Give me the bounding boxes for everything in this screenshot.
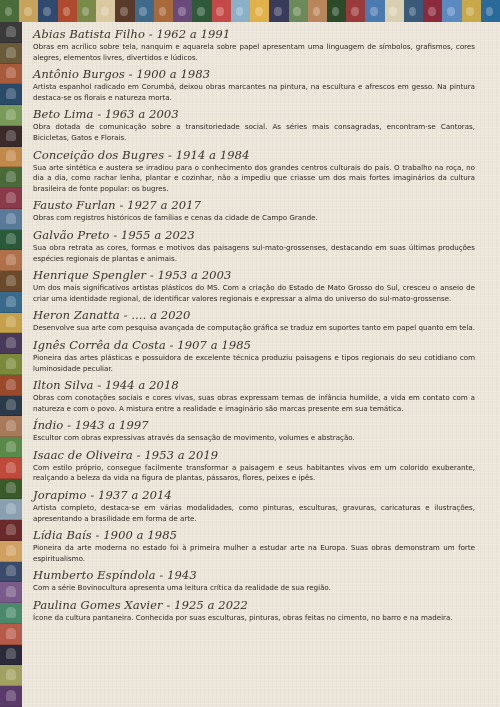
artist-description: Pioneira da arte moderna no estado foi à primeira mulher a estudar arte na Europa. Suas obras demonstram um forte espiritualismo.: [33, 543, 475, 563]
artist-entry: [33, 308, 475, 334]
artwork-thumbnail: [365, 0, 384, 22]
artist-entry: [33, 528, 475, 564]
artwork-thumbnail: [481, 0, 500, 22]
artist-entry: [33, 338, 475, 374]
artwork-thumbnail: [231, 0, 250, 22]
artwork-thumbnail: [0, 188, 22, 209]
artist-entry: [33, 418, 475, 444]
artwork-thumbnail: [0, 665, 22, 686]
artwork-thumbnail: [0, 230, 22, 251]
artwork-thumbnail: [0, 458, 22, 479]
artwork-thumbnail: [462, 0, 481, 22]
artist-entry: [33, 378, 475, 414]
artwork-thumbnail: [0, 582, 22, 603]
artist-entry: [33, 488, 475, 524]
artist-entry: [33, 598, 475, 624]
artwork-thumbnail: [0, 562, 22, 583]
artwork-thumbnail: [0, 43, 22, 64]
artist-name: Paulina Gomes Xavier - 1925 a 2022: [33, 598, 248, 613]
artwork-thumbnail: [0, 499, 22, 520]
artwork-thumbnail: [0, 250, 22, 271]
artist-description: Com a série Bovinocultura apresenta uma leitura crítica da realidade de sua região.: [33, 583, 331, 593]
artist-description: Pioneira das artes plásticas e possuidora de excelente técnica produziu paisagens e tipos regionais do seu cotidiano com luminosidade peculiar.: [33, 352, 475, 373]
artwork-thumbnail: [0, 105, 22, 126]
artist-name: Jorapimo - 1937 a 2014: [33, 488, 172, 503]
artist-entry: [33, 448, 475, 484]
artwork-thumbnail: [0, 479, 22, 500]
artist-entry: [33, 198, 475, 224]
artwork-thumbnail: [404, 0, 423, 22]
artwork-thumbnail: [0, 333, 22, 354]
artist-description: Um dos mais significativos artistas plásticos do MS. Com a criação do Estado de Mato Grosso do Sul, cresceu o anseio de criar uma identidade regional, de identificar valores regionais e expressar a alma do universo do sul-mato-grossense.: [33, 283, 475, 303]
artwork-thumbnail: [0, 167, 22, 188]
artwork-thumbnail: [19, 0, 38, 22]
artwork-strip-left: [0, 22, 22, 707]
artist-name: Isaac de Oliveira - 1953 a 2019: [33, 447, 219, 462]
artwork-thumbnail: [96, 0, 115, 22]
artwork-thumbnail: [0, 624, 22, 645]
artwork-thumbnail: [346, 0, 365, 22]
artwork-thumbnail: [442, 0, 461, 22]
artist-entry: [33, 568, 475, 594]
artwork-thumbnail: [0, 375, 22, 396]
artwork-thumbnail: [0, 147, 22, 168]
artist-description: Obras com registros históricos de famílias e cenas da cidade de Campo Grande.: [33, 213, 318, 223]
artwork-thumbnail: [250, 0, 269, 22]
artist-name: Antônio Burgos - 1900 a 1983: [33, 67, 211, 82]
artwork-thumbnail: [289, 0, 308, 22]
artwork-thumbnail: [0, 645, 22, 666]
artist-description: Desenvolve sua arte com pesquisa avançada de computação gráfica se traduz em suportes tanto em papel quanto em tela.: [33, 323, 475, 333]
artist-entry: [33, 27, 475, 63]
artwork-thumbnail: [0, 541, 22, 562]
artwork-thumbnail: [423, 0, 442, 22]
artwork-strip-top: [0, 0, 500, 22]
artwork-thumbnail: [327, 0, 346, 22]
artwork-thumbnail: [0, 64, 22, 85]
artist-name: Ilton Silva - 1944 a 2018: [33, 378, 179, 393]
artist-entry: [33, 67, 475, 103]
artwork-thumbnail: [0, 84, 22, 105]
artwork-thumbnail: [385, 0, 404, 22]
artwork-thumbnail: [0, 209, 22, 230]
artwork-thumbnail: [0, 126, 22, 147]
artwork-thumbnail: [269, 0, 288, 22]
artist-list: [33, 27, 475, 628]
artist-description: Artista completo, destaca-se em várias modalidades, como pinturas, esculturas, gravuras, caricaturas e ilustrações, apresentando a brasilidade em forma de arte.: [33, 503, 475, 523]
artist-name: Abias Batista Filho - 1962 a 1991: [33, 27, 231, 41]
artist-description: Obra dotada de comunicação sobre a transitoriedade social. As séries mais consagradas, encontram-se Cantoras, Bicicletas, Gatos e Florais.: [33, 122, 475, 142]
artist-description: Com estilo próprio, consegue facilmente transformar a paisagem e seus habitantes vivos em um colorido exuberante, realçando a beleza da vida na figura de plantas, pássaros, flores, peixes e ipês.: [33, 462, 475, 483]
artist-description: Artista espanhol radicado em Corumbá, deixou obras marcantes na pintura, na escultura e afrescos em gesso. Na pintura destaca-se os florais e natureza morta.: [33, 82, 475, 102]
artwork-thumbnail: [0, 396, 22, 417]
artist-name: Beto Lima - 1963 a 2003: [33, 107, 179, 122]
artwork-thumbnail: [0, 603, 22, 624]
artwork-thumbnail: [173, 0, 192, 22]
artwork-thumbnail: [0, 686, 22, 707]
artist-description: Obras em acrílico sobre tela, nanquim e aquarela sobre papel apresentam uma linguagem de símbolos, grafismos, cores alegres, elementos livres, divertidos e lúdicos.: [33, 42, 475, 62]
artwork-thumbnail: [0, 271, 22, 292]
artist-entry: [33, 228, 475, 264]
artist-entry: [33, 268, 475, 304]
artist-name: Galvão Preto - 1955 a 2023: [33, 227, 195, 242]
artwork-thumbnail: [0, 292, 22, 313]
artwork-thumbnail: [0, 0, 19, 22]
artwork-thumbnail: [0, 416, 22, 437]
artist-description: Sua arte sintética e austera se irradiou para o conhecimento dos grandes centros culturais do país. O trabalho na roça, no dia a dia, como rachar lenha, plantar e cozinhar, não a impediu que criasse um dos mais fortes imaginários da cultura brasileira de fonte popular: os bugres.: [33, 162, 475, 193]
artwork-thumbnail: [0, 313, 22, 334]
artist-entry: [33, 107, 475, 143]
artist-name: Lídia Baís - 1900 a 1985: [33, 528, 178, 543]
artist-name: Fausto Furlan - 1927 a 2017: [33, 198, 201, 213]
artwork-thumbnail: [0, 22, 22, 43]
artwork-thumbnail: [38, 0, 57, 22]
artwork-thumbnail: [77, 0, 96, 22]
artist-description: Escultor com obras expressivas através da sensação de movimento, volumes e abstração.: [33, 433, 355, 443]
artwork-thumbnail: [154, 0, 173, 22]
artist-description: Obras com conotações sociais e cores vivas, suas obras expressam temas de infância humilde, a vida em contato com a natureza e com o povo. A mistura entre a realidade e imaginário são marcas presente em sua temática.: [33, 393, 475, 413]
artwork-thumbnail: [308, 0, 327, 22]
artwork-thumbnail: [115, 0, 134, 22]
artwork-thumbnail: [192, 0, 211, 22]
artist-name: Conceição dos Bugres - 1914 a 1984: [33, 147, 250, 162]
artwork-thumbnail: [58, 0, 77, 22]
artist-name: Henrique Spengler - 1953 a 2003: [33, 268, 232, 283]
artwork-thumbnail: [0, 520, 22, 541]
artist-name: Ignês Corrêa da Costa - 1907 a 1985: [33, 337, 252, 352]
artist-description: Sua obra retrata as cores, formas e motivos das paisagens sul-mato-grossenses, destacando em suas últimas produções espécies regionais de plantas e animais.: [33, 242, 475, 263]
artist-description: Ícone da cultura pantaneira. Conhecida por suas esculturas, pinturas, obras feitas no cimento, no barro e na madeira.: [33, 613, 453, 623]
artwork-thumbnail: [212, 0, 231, 22]
artwork-thumbnail: [0, 354, 22, 375]
artwork-thumbnail: [135, 0, 154, 22]
artist-name: Humberto Espíndola - 1943: [33, 568, 197, 583]
artist-name: Heron Zanatta - .... a 2020: [33, 308, 191, 323]
artist-entry: [33, 148, 475, 195]
artist-name: Índio - 1943 a 1997: [33, 418, 149, 433]
artwork-thumbnail: [0, 437, 22, 458]
